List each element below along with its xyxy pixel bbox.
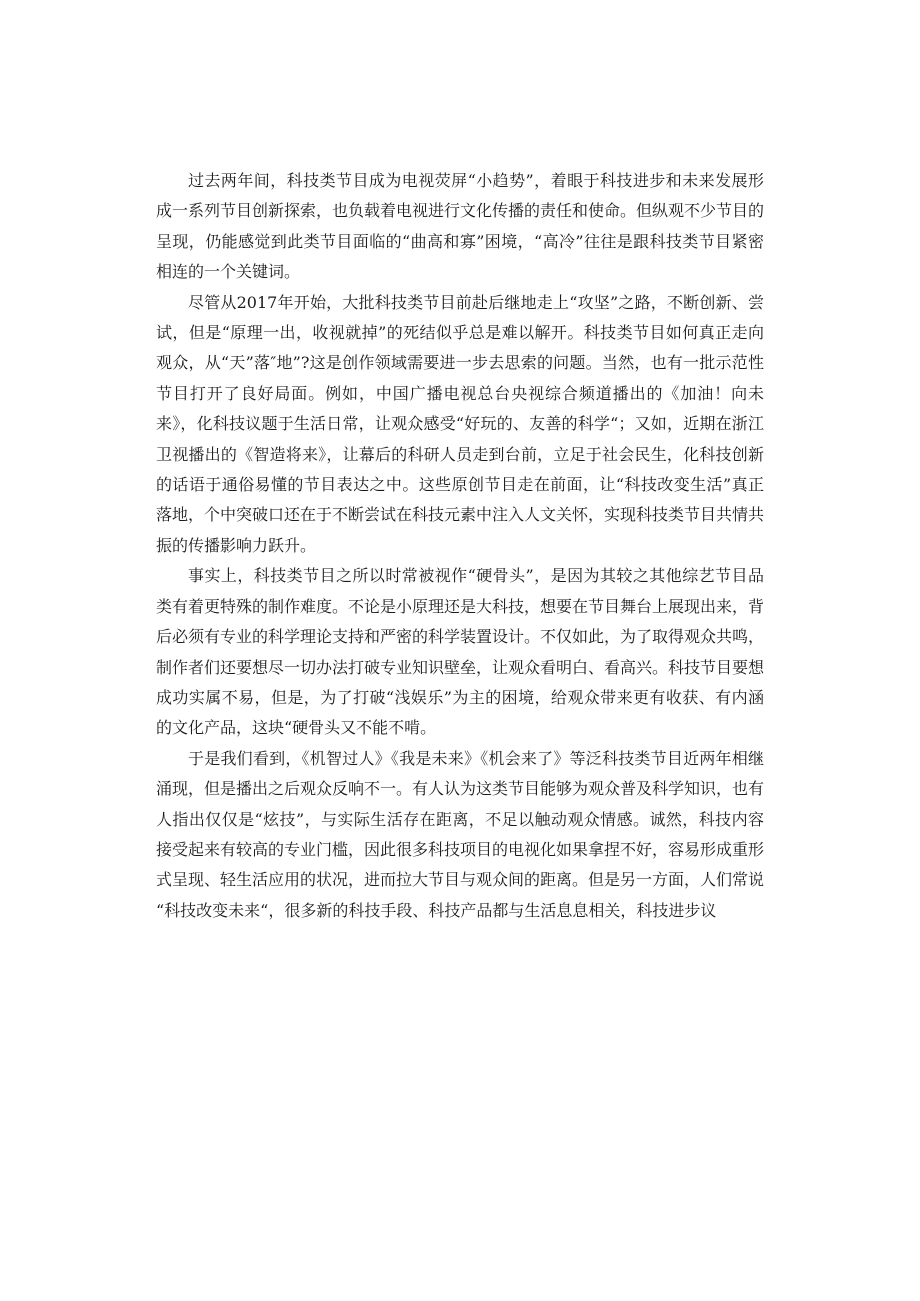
paragraph-1: 过去两年间，科技类节目成为电视荧屏“小趋势”，着眼于科技进步和未来发展形成一系列节目创新探索，也负载着电视进行文化传播的责任和使命。但纵观不少节目的呈现，仍能感觉到此类节目面临的“曲高和寡”困境，“高冷”往往是跟科技类节目紧密相连的一个关键词。 (156, 171, 765, 282)
paragraph-4: 于是我们看到，《机智过人》《我是未来》《机会来了》等泛科技类节目近两年相继涌现，但是播出之后观众反响不一。有人认为这类节目能够为观众普及科学知识，也有人指出仅仅是“炫技”，与实际生活存在距离，不足以触动观众情感。诚然，科技内容接受起来有较高的专业门槛，因此很多科技项目的电视化如果拿捏不好，容易形成重形式呈现、轻生活应用的状况，进而拉大节目与观众间的距离。但是另一方面，人们常说 (156, 748, 765, 890)
paragraph-3: 事实上，科技类节目之所以时常被视作“硬骨头”，是因为其较之其他综艺节目品类有着更特殊的制作难度。不论是小原理还是大科技，想要在节目舞台上展现出来，背后必须有专业的科学理论支持和严密的科学装置设计。不仅如此，为了取得观众共鸣，制作者们还要想尽一切办法打破专业知识壁垒，让观众看明白、看高兴。科技节目要想成功实属不易，但是，为了打破“浅娱乐”为主的困境，给观众带来更有收获、有内涵的文化产品，这块“硬骨头又不能不啃。 (156, 566, 765, 738)
paragraph-continuation: “科技改变未来“，很多新的科技手段、科技产品都与生活息息相关，科技进步议 (156, 900, 717, 920)
article-body (156, 166, 764, 926)
paragraph-2: 尽管从2017年开始，大批科技类节目前赴后继地走上“攻坚”之路，不断创新、尝试，但是“原理一出，收视就掉”的死结似乎总是难以解开。科技类节目如何真正走向观众，从“天”落″地”?这是创作领域需要进一步去思索的问题。当然，也有一批示范性节目打开了良好局面。例如，中国广播电视总台央视综合频道播出的《加油！向未来》，化科技议题于生活日常，让观众感受“好玩的、友善的科学“；又如，近期在浙江卫视播出的《智造将来》，让幕后的科研人员走到台前，立足于社会民生，化科技创新的话语于通俗易懂的节目表达之中。这些原创节目走在前面，让“科技改变生活”真正落地，个中突破口还在于不断尝试在科技元素中注入人文关怀，实现科技类节目共情共振的传播影响力跃升。 (156, 292, 765, 555)
